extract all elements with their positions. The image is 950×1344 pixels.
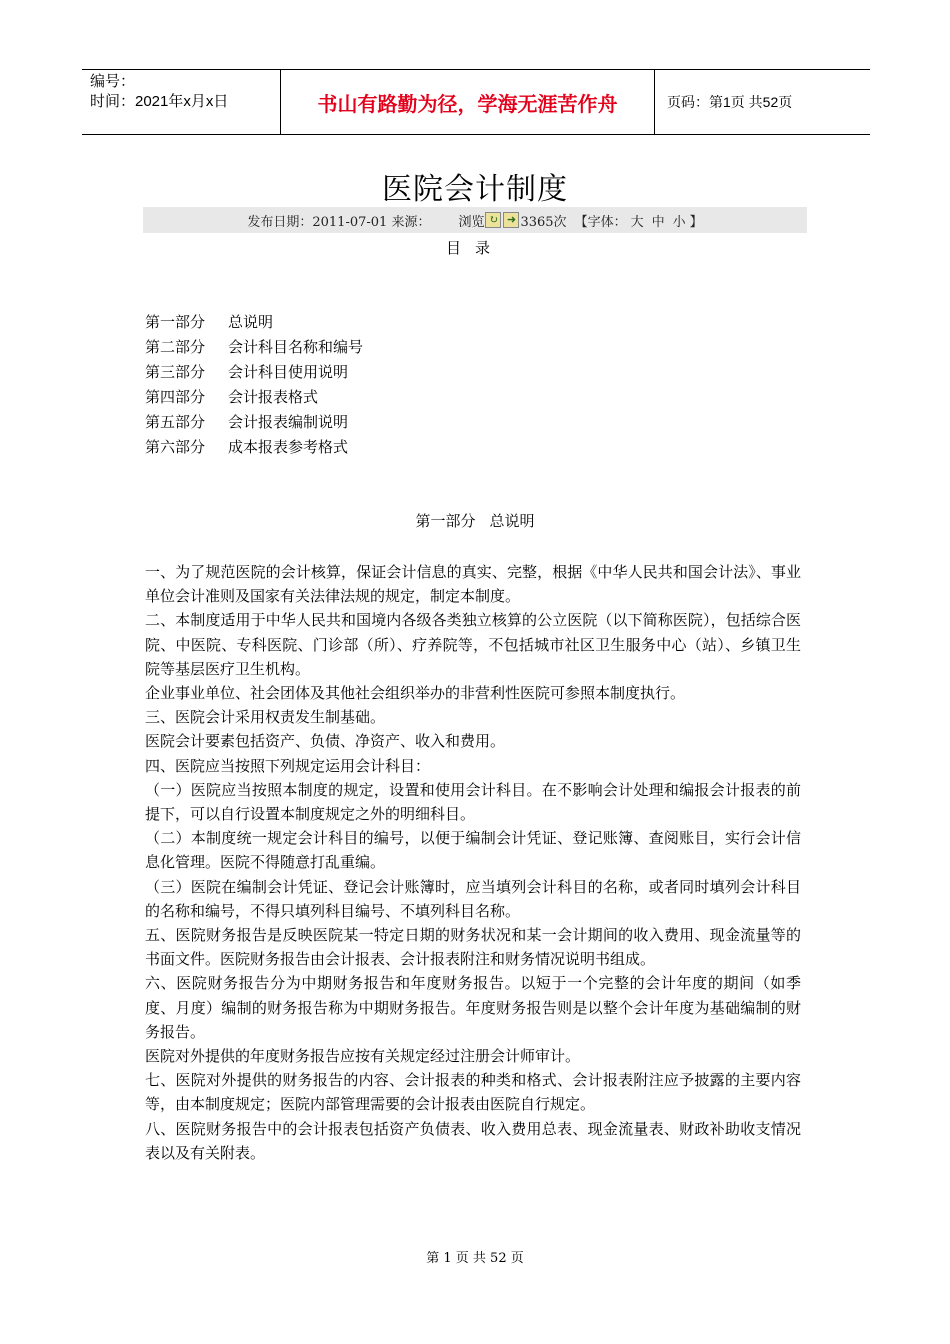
number-label: 编号： bbox=[90, 73, 136, 90]
body-text bbox=[145, 560, 801, 1165]
page-footer: 第 1 页 共 52 页 bbox=[426, 1251, 524, 1266]
toc-heading: 目录 bbox=[445, 239, 504, 257]
toc-title: 成本报表参考格式 bbox=[228, 438, 349, 456]
toc-title: 会计报表编制说明 bbox=[228, 413, 349, 431]
paragraph: 八、医院财务报告中的会计报表包括资产负债表、收入费用总表、现金流量表、财政补助收支情况表以及有关附表。 bbox=[145, 1119, 801, 1162]
toc-part: 第六部分 bbox=[145, 438, 206, 456]
toc-item[interactable] bbox=[145, 335, 363, 360]
section-heading bbox=[0, 510, 950, 531]
paragraph: （二）本制度统一规定会计科目的编号，以便于编制会计凭证、登记账簿、查阅账目，实行会计信息化管理。医院不得随意打乱重编。 bbox=[145, 829, 801, 872]
toc-item[interactable] bbox=[145, 435, 363, 460]
refresh-icon[interactable]: ↻ bbox=[485, 212, 501, 228]
table-of-contents bbox=[145, 310, 363, 460]
toc-title: 会计科目名称和编号 bbox=[228, 338, 364, 356]
toc-item[interactable] bbox=[145, 410, 363, 435]
font-label: 【字体： bbox=[574, 214, 627, 230]
font-size-medium-link[interactable]: 中 bbox=[651, 214, 665, 230]
paragraph: （三）医院在编制会计凭证、登记会计账簿时，应当填列会计科目的名称，或者同时填列会计科目的名称和编号，不得只填列科目编号、不填列科目名称。 bbox=[145, 877, 801, 920]
paragraph: 二、本制度适用于中华人民共和国境内各级各类独立核算的公立医院（以下简称医院），包括综合医院、中医院、专科医院、门诊部（所）、疗养院等，不包括城市社区卫生服务中心（站）、乡镇卫生院等基层医疗卫生机构。 bbox=[145, 611, 801, 678]
paragraph: 三、医院会计采用权责发生制基础。 bbox=[145, 708, 386, 727]
motto: 书山有路勤为径，学海无涯苦作舟 bbox=[281, 70, 655, 134]
publish-date: 发布日期：2011-07-01 来源： bbox=[247, 214, 431, 230]
views-label: 浏览 bbox=[458, 214, 485, 230]
toc-item[interactable] bbox=[145, 385, 363, 410]
toc-title: 会计科目使用说明 bbox=[228, 363, 349, 381]
toc-part: 第一部分 bbox=[145, 313, 206, 331]
paragraph: 六、医院财务报告分为中期财务报告和年度财务报告。以短于一个完整的会计年度的期间（如季度、月度）编制的财务报告称为中期财务报告。年度财务报告则是以整个会计年度为基础编制的财务报告。 bbox=[145, 974, 801, 1041]
paragraph: （一）医院应当按照本制度的规定，设置和使用会计科目。在不影响会计处理和编报会计报表的前提下，可以自行设置本制度规定之外的明细科目。 bbox=[145, 780, 801, 824]
header-table bbox=[82, 69, 870, 135]
section-title: 总说明 bbox=[489, 512, 535, 530]
paragraph: 企业事业单位、社会团体及其他社会组织举办的非营利性医院可参照本制度执行。 bbox=[145, 684, 686, 703]
font-size-small-link[interactable]: 小 bbox=[672, 214, 686, 230]
toc-part: 第三部分 bbox=[145, 363, 206, 381]
font-size-large-link[interactable]: 大 bbox=[630, 214, 644, 230]
toc-part: 第四部分 bbox=[145, 388, 206, 406]
info-bar bbox=[143, 207, 807, 233]
time-label: 时间：2021年x月x日 bbox=[90, 93, 229, 110]
paragraph: 七、医院对外提供的财务报告的内容、会计报表的种类和格式、会计报表附注应予披露的主要内容等，由本制度规定；医院内部管理需要的会计报表由医院自行规定。 bbox=[145, 1071, 801, 1114]
views-count: 3365次 bbox=[520, 214, 567, 230]
toc-part: 第五部分 bbox=[145, 413, 206, 431]
font-label-close: 】 bbox=[689, 214, 703, 230]
header-left-cell bbox=[82, 70, 281, 134]
toc-title: 会计报表格式 bbox=[228, 388, 319, 406]
page-info: 页码：第1页 共52页 bbox=[667, 94, 793, 110]
document-title: 医院会计制度 bbox=[382, 172, 568, 207]
arrow-icon[interactable]: ➜ bbox=[503, 212, 519, 228]
toc-item[interactable] bbox=[145, 310, 363, 335]
paragraph: 四、医院应当按照下列规定运用会计科目： bbox=[145, 756, 431, 775]
paragraph: 医院对外提供的年度财务报告应按有关规定经过注册会计师审计。 bbox=[145, 1047, 581, 1066]
toc-title: 总说明 bbox=[228, 313, 274, 331]
paragraph: 医院会计要素包括资产、负债、净资产、收入和费用。 bbox=[145, 732, 506, 751]
toc-part: 第二部分 bbox=[145, 338, 206, 356]
toc-item[interactable] bbox=[145, 360, 363, 385]
paragraph: 一、为了规范医院的会计核算，保证会计信息的真实、完整，根据《中华人民共和国会计法》、事业单位会计准则及国家有关法律法规的规定，制定本制度。 bbox=[145, 563, 801, 606]
section-part: 第一部分 bbox=[415, 512, 476, 530]
paragraph: 五、医院财务报告是反映医院某一特定日期的财务状况和某一会计期间的收入费用、现金流量等的书面文件。医院财务报告由会计报表、会计报表附注和财务情况说明书组成。 bbox=[145, 926, 801, 969]
